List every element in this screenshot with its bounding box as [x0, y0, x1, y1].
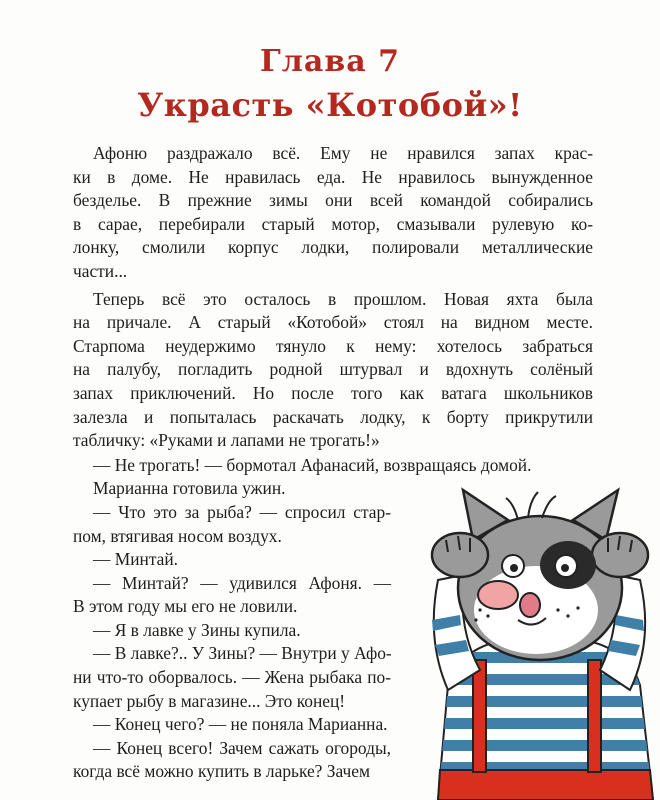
chapter-number: Глава 7: [260, 44, 400, 79]
text-line: — Я в лавке у Зины купила.: [93, 619, 301, 640]
text-line: лонку, смолили корпус лодки, полировали металлические: [73, 237, 593, 258]
text-line: пом, втягивая носом воздух.: [73, 525, 282, 546]
text-line: В этом году мы его не ловили.: [73, 596, 298, 617]
paragraph: [73, 288, 593, 453]
text-line: когда всё можно купить в ларьке? Зачем: [73, 761, 370, 782]
text-line: запах приключений. Но после того как ватага школьников: [73, 382, 593, 403]
text-line: ки в доме. Не нравилась еда. Не нравилось вынужденное: [73, 166, 593, 187]
text-line: Теперь всё это осталось в прошлом. Новая яхта была: [93, 288, 593, 309]
text-line: на палубу, погладить родной штурвал и вдохнуть солёный: [73, 359, 593, 380]
text-line: — Что это за рыба? — спросил стар-: [93, 501, 391, 522]
text-line: ни что-то оборвалось. — Жена рыбака по-: [73, 667, 391, 688]
text-line: Афоню раздражало всё. Ему не нравился запах крас-: [93, 143, 593, 163]
text-line: части...: [73, 260, 128, 281]
text-line: на причале. А старый «Котобой» стоял на видном месте.: [73, 312, 593, 333]
text-line: Старпома неудержимо тянуло к нему: хотелось забраться: [73, 335, 593, 356]
text-line: — В лавке?.. У Зины? — Внутри у Афо-: [93, 643, 392, 664]
paragraph: [73, 142, 593, 284]
text-line: — Конец всего! Зачем сажать огороды,: [93, 737, 391, 758]
text-line: — Минтай.: [93, 549, 179, 570]
text-line: — Конец чего? — не поняла Марианна.: [93, 714, 388, 735]
text-line: в сарае, перебирали старый мотор, смазывали рулевую ко-: [73, 213, 593, 234]
text-line: табличку: «Руками и лапами не трогать!»: [73, 430, 380, 451]
text-line: купает рыбу в магазине... Это конец!: [73, 690, 346, 711]
text-line: безделье. В прежние зимы они всей командой собирались: [73, 190, 593, 211]
text-line: Марианна готовила ужин.: [93, 478, 286, 499]
chapter-title: Украсть «Котобой»!: [137, 86, 523, 124]
text-line: — Не трогать! — бормотал Афанасий, возвращаясь домой.: [93, 454, 532, 475]
cat-sailor-illustration: [418, 470, 660, 800]
text-line: залезла и попыталась раскачать лодку, к борту прикрутили: [73, 406, 593, 427]
text-line: — Минтай? — удивился Афоня. —: [93, 572, 391, 593]
